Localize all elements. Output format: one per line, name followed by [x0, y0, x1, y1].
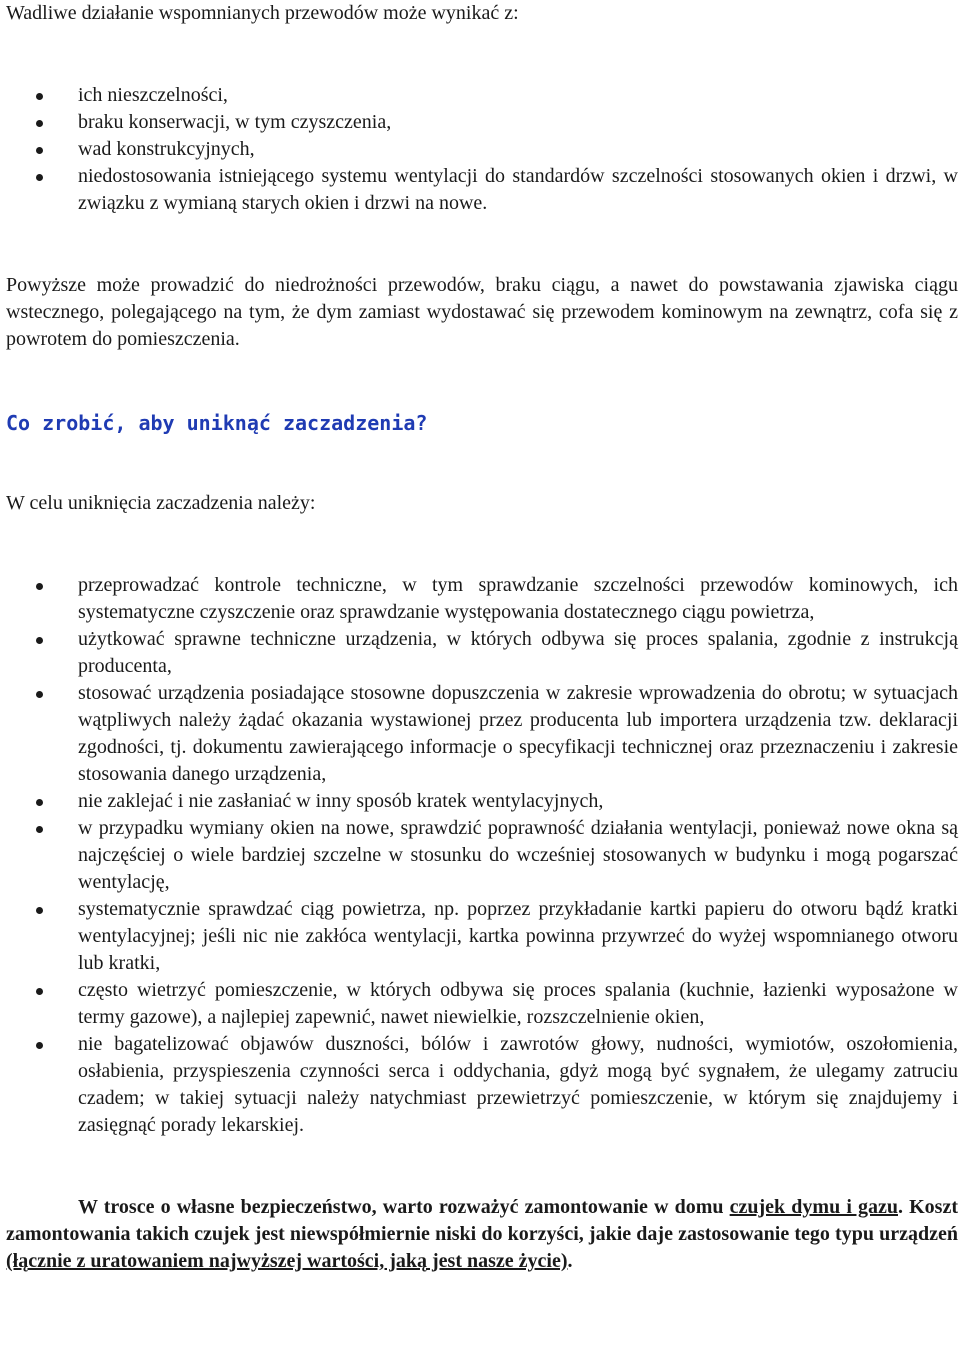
closing-underlined-detectors: czujek dymu i gazu — [729, 1196, 898, 1218]
closing-paragraph — [6, 1194, 958, 1275]
closing-text: W trosce o własne bezpieczeństwo, warto rozważyć zamontowanie w domu — [78, 1196, 730, 1218]
list-item — [6, 82, 958, 109]
section-heading: Co zrobić, aby uniknąć zaczadzenia? — [6, 411, 428, 435]
list-item-text: nie bagatelizować objawów duszności, bólów i zawrotów głowy, nudności, wymiotów, oszołomienia, osłabienia, przyspieszenia czynności serca i oddychania, gdyż mogą być sygnałem, że ulegamy zatruciu czadem; w takiej sytuacji należy natychmiast przewietrzyć pomieszczenie, w którym się znajdujemy i zasięgnąć porady lekarskiej. — [78, 1033, 958, 1136]
list-item — [6, 109, 958, 136]
bullet-icon — [36, 691, 43, 698]
closing-text: . — [567, 1250, 573, 1272]
prevention-intro: W celu uniknięcia zaczadzenia należy: — [6, 492, 316, 514]
intro-text: Wadliwe działanie wspomnianych przewodów może wynikać z: — [6, 2, 519, 24]
list-item — [6, 163, 958, 217]
list-item — [6, 136, 958, 163]
bullet-icon — [36, 826, 43, 833]
list-item — [6, 680, 958, 788]
list-item-text: niedostosowania istniejącego systemu wentylacji do standardów szczelności stosowanych okien i drzwi, w związku z wymianą starych okien i drzwi na nowe. — [78, 165, 958, 214]
bullet-icon — [36, 988, 43, 995]
list-item — [6, 626, 958, 680]
bullet-icon — [36, 799, 43, 806]
causes-list — [6, 82, 958, 217]
bullet-icon — [36, 1042, 43, 1049]
prevention-list — [6, 572, 958, 1139]
closing-text: . Koszt zamontowania takich czujek jest niewspółmiernie niski do korzyści, jakie daje zastosowanie tego typu urządzeń — [6, 1196, 958, 1245]
list-item-text: często wietrzyć pomieszczenie, w których odbywa się proces spalania (kuchnie, łazienki wyposażone w termy gazowe), a najlepiej zapewnić, nawet niewielkie, rozszczelnienie okien, — [78, 979, 958, 1028]
list-item — [6, 977, 958, 1031]
consequences-paragraph: Powyższe może prowadzić do niedrożności przewodów, braku ciągu, a nawet do powstawania zjawiska ciągu wstecznego, polegającego na tym, że dym zamiast wydostawać się przewodem kominowym na zewnątrz, cofa się z powrotem do pomieszczenia. — [6, 274, 958, 350]
bullet-icon — [36, 93, 43, 100]
list-item — [6, 896, 958, 977]
list-item — [6, 1031, 958, 1139]
bullet-icon — [36, 583, 43, 590]
list-item — [6, 572, 958, 626]
list-item-text: użytkować sprawne techniczne urządzenia, w których odbywa się proces spalania, zgodnie z instrukcją producenta, — [78, 628, 958, 677]
list-item-text: ich nieszczelności, — [78, 84, 228, 106]
bullet-icon — [36, 147, 43, 154]
bullet-icon — [36, 174, 43, 181]
list-item — [6, 815, 958, 896]
document-page — [6, 0, 958, 1275]
bullet-icon — [36, 120, 43, 127]
list-item-text: systematycznie sprawdzać ciąg powietrza, np. poprzez przykładanie kartki papieru do otworu bądź kratki wentylacyjnej; jeśli nic nie zakłóca wentylacji, kartka powinna przywrzeć do wyżej wspomnianego otworu lub kratki, — [78, 898, 958, 974]
list-item-text: w przypadku wymiany okien na nowe, sprawdzić poprawność działania wentylacji, ponieważ nowe okna są najczęściej o wiele bardziej szczelne w stosunku do wcześniej stosowanych w budynku i mogą pogarszać wentylację, — [78, 817, 958, 893]
list-item-text: nie zaklejać i nie zasłaniać w inny sposób kratek wentylacyjnych, — [78, 790, 604, 812]
bullet-icon — [36, 907, 43, 914]
bullet-icon — [36, 637, 43, 644]
list-item-text: przeprowadzać kontrole techniczne, w tym sprawdzanie szczelności przewodów kominowych, ich systematyczne czyszczenie oraz sprawdzanie występowania dostatecznego ciągu powietrza, — [78, 574, 958, 623]
closing-underlined-life: (łącznie z uratowaniem najwyższej wartości, jaką jest nasze życie) — [6, 1250, 568, 1272]
list-item — [6, 788, 958, 815]
list-item-text: wad konstrukcyjnych, — [78, 138, 255, 160]
list-item-text: braku konserwacji, w tym czyszczenia, — [78, 111, 392, 133]
list-item-text: stosować urządzenia posiadające stosowne dopuszczenia w zakresie wprowadzenia do obrotu; w sytuacjach wątpliwych należy żądać okazania wystawionej przez producenta lub importera urządzenia tzw. deklaracji zgodności, tj. dokumentu zawierającego informacje o specyfikacji technicznej oraz przeznaczeniu i zakresie stosowania danego urządzenia, — [78, 682, 958, 785]
